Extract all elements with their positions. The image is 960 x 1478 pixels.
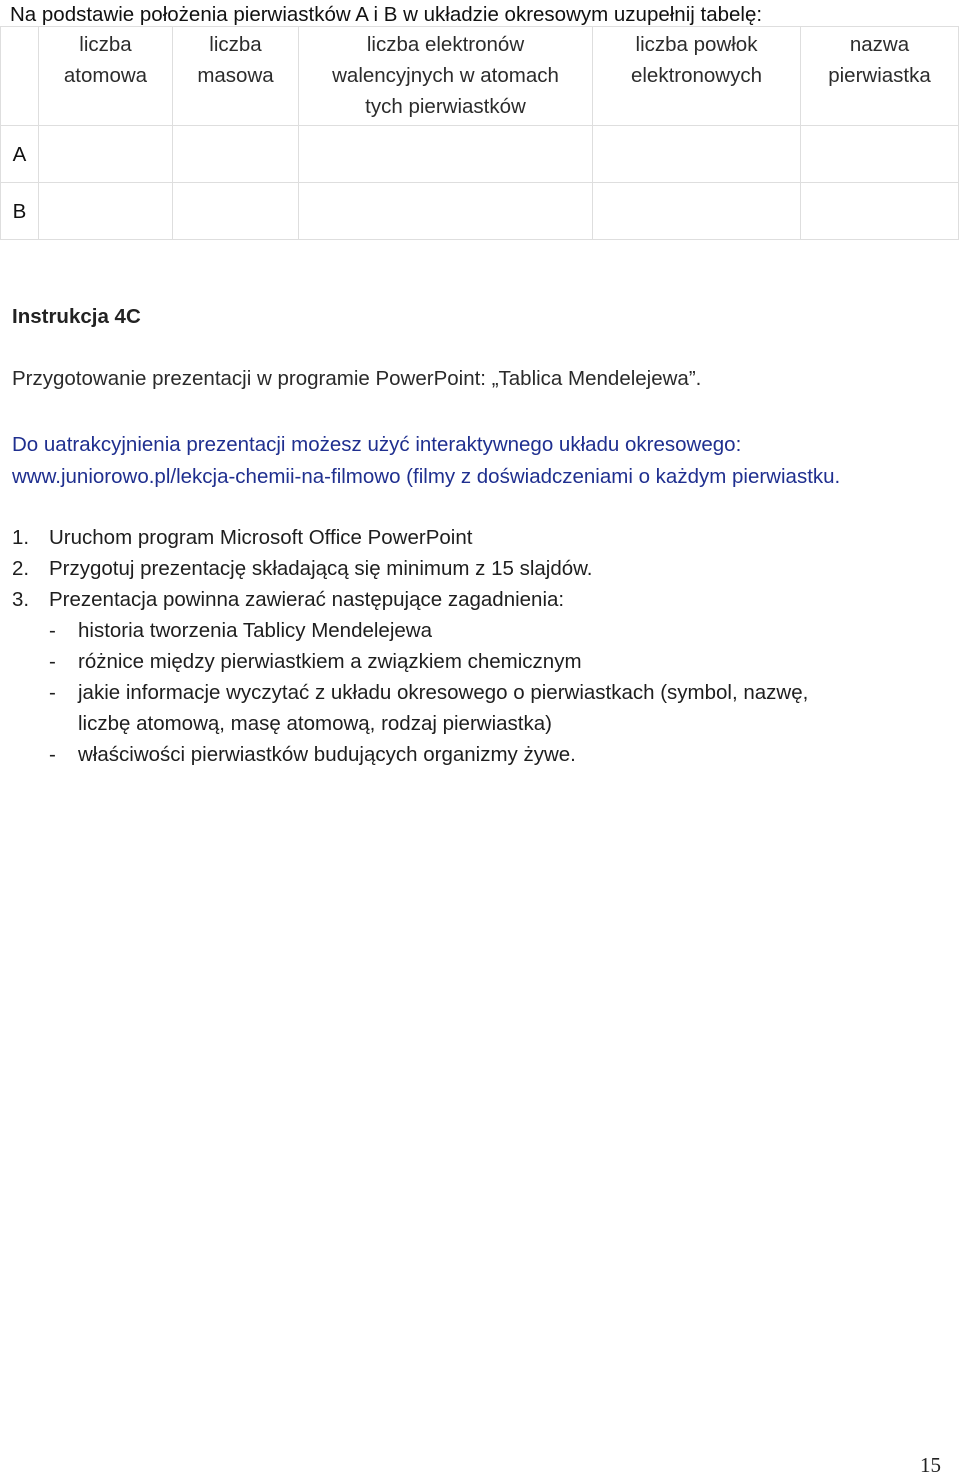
cell-b-valence-electrons[interactable] (299, 183, 593, 240)
step-item (12, 584, 808, 615)
list-item (12, 615, 808, 646)
step-text: Uruchom program Microsoft Office PowerPoint (49, 526, 473, 549)
steps-list (12, 522, 808, 770)
instruction-subtitle: Przygotowanie prezentacji w programie PowerPoint: „Tablica Mendelejewa”. (12, 367, 702, 390)
bullet-dash: - (49, 681, 56, 704)
task-intro: Na podstawie położenia pierwiastków A i B w układzie okresowym uzupełnij tabelę: (10, 3, 763, 26)
list-item-text-continued: liczbę atomową, masę atomową, rodzaj pierwiastka) (78, 712, 552, 735)
cell-b-element-name[interactable] (801, 183, 959, 240)
instruction-title: Instrukcja 4C (12, 305, 141, 328)
list-item (12, 646, 808, 677)
list-item-text: jakie informacje wyczytać z układu okresowego o pierwiastkach (symbol, nazwę, (78, 681, 809, 704)
cell-a-mass-number[interactable] (173, 126, 299, 183)
header-electron-shells: liczba powłok elektronowych (593, 27, 801, 126)
bullet-dash: - (49, 619, 56, 642)
cell-a-element-name[interactable] (801, 126, 959, 183)
table-corner-cell (1, 27, 39, 126)
step-item (12, 553, 808, 584)
list-item-text: właściwości pierwiastków budujących organizmy żywe. (78, 743, 576, 766)
cell-a-valence-electrons[interactable] (299, 126, 593, 183)
bullet-dash: - (49, 650, 56, 673)
row-label-a: A (1, 126, 39, 183)
hint-line-2[interactable]: www.juniorowo.pl/lekcja-chemii-na-filmowo (filmy z doświadczeniami o każdym pierwiastku. (12, 465, 841, 488)
step-item (12, 522, 808, 553)
cell-b-atomic-number[interactable] (39, 183, 173, 240)
list-item-text: różnice między pierwiastkiem a związkiem chemicznym (78, 650, 582, 673)
step-number: 3. (12, 588, 30, 611)
step-number: 1. (12, 526, 30, 549)
header-atomic-number: liczba atomowa (39, 27, 173, 126)
cell-b-mass-number[interactable] (173, 183, 299, 240)
cell-b-electron-shells[interactable] (593, 183, 801, 240)
step-text: Przygotuj prezentację składającą się minimum z 15 slajdów. (49, 557, 593, 580)
list-item-text: historia tworzenia Tablicy Mendelejewa (78, 619, 432, 642)
instruction-hint (12, 429, 840, 493)
table-row-a (1, 126, 959, 183)
page-number: 15 (920, 1453, 941, 1477)
header-element-name: nazwa pierwiastka (801, 27, 959, 126)
list-item (12, 677, 808, 739)
table-row-b (1, 183, 959, 240)
header-valence-electrons: liczba elektronów walencyjnych w atomach tych pierwiastków (299, 27, 593, 126)
topics-list (12, 615, 808, 770)
hint-line-1: Do uatrakcyjnienia prezentacji możesz użyć interaktywnego układu okresowego: (12, 433, 742, 456)
list-item (12, 739, 808, 770)
step-number: 2. (12, 557, 30, 580)
cell-a-atomic-number[interactable] (39, 126, 173, 183)
header-mass-number: liczba masowa (173, 27, 299, 126)
elements-table (0, 26, 959, 240)
step-text: Prezentacja powinna zawierać następujące zagadnienia: (49, 588, 565, 611)
bullet-dash: - (49, 743, 56, 766)
row-label-b: B (1, 183, 39, 240)
cell-a-electron-shells[interactable] (593, 126, 801, 183)
table-header-row (1, 27, 959, 126)
